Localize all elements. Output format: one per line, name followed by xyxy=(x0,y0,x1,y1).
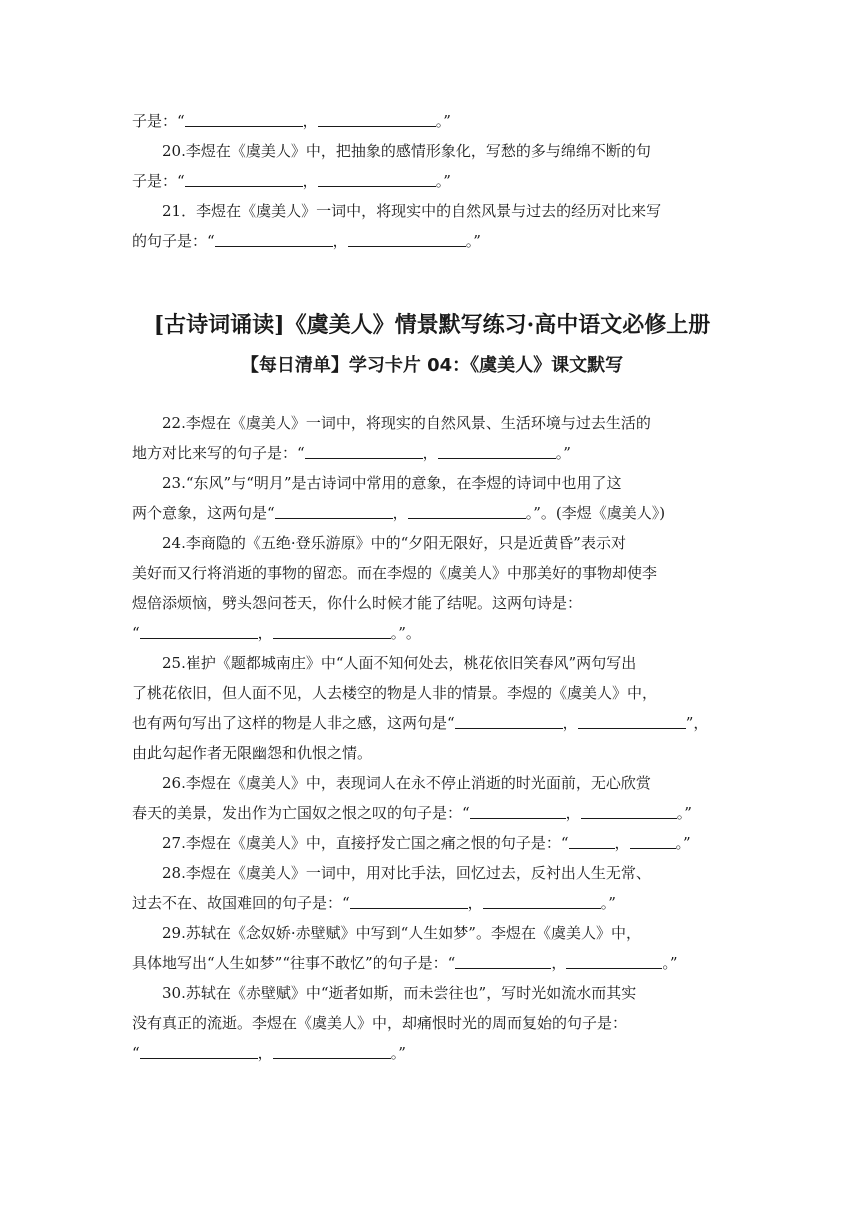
answer-blank[interactable] xyxy=(318,168,436,187)
q24-line4: “ ， 。”。 xyxy=(132,618,732,648)
q24-line2: 美好而又行将消逝的事物的留恋。而在李煜的《虞美人》中那美好的事物却使李 xyxy=(132,564,658,582)
q29-line1: 29.苏轼在《念奴娇·赤壁赋》中写到“人生如梦”。李煜在《虞美人》中， xyxy=(162,924,641,942)
answer-blank[interactable] xyxy=(408,500,526,519)
q26-line1: 26.李煜在《虞美人》中，表现词人在永不停止消逝的时光面前，无心欣赏 xyxy=(162,774,651,792)
answer-blank[interactable] xyxy=(215,228,333,247)
q25-line4: 由此勾起作者无限幽怨和仇恨之情。 xyxy=(132,744,373,762)
answer-blank[interactable] xyxy=(140,620,258,639)
answer-blank[interactable] xyxy=(140,1040,258,1059)
q28-line2: 过去不在、故国难回的句子是：“ ， 。” xyxy=(132,888,732,918)
q22-line2: 地方对比来写的句子是：“ ， 。” xyxy=(132,438,732,468)
q30-line2: 没有真正的流逝。李煜在《虞美人》中，却痛恨时光的周而复始的句子是： xyxy=(132,1014,628,1032)
q20-line1: 20.李煜在《虞美人》中，把抽象的感情形象化，写愁的多与绵绵不断的句 xyxy=(162,142,651,160)
q20-line2: 子是：“ ， 。” xyxy=(132,166,732,196)
answer-blank[interactable] xyxy=(438,440,556,459)
q27-line: 27.李煜在《虞美人》中，直接抒发亡国之痛之恨的句子是：“ ， 。” xyxy=(132,828,732,858)
section-title: [古诗词诵读]《虞美人》情景默写练习·高中语文必修上册 xyxy=(153,312,711,338)
q25-line3: 也有两句写出了这样的物是人非之感，这两句是“ ， ”， xyxy=(132,708,732,738)
answer-blank[interactable] xyxy=(348,228,466,247)
q25-line1: 25.崔护《题都城南庄》中“人面不知何处去，桃花依旧笑春风”两句写出 xyxy=(162,654,637,672)
q25-line2: 了桃花依旧，但人面不见，人去楼空的物是人非的情景。李煜的《虞美人》中， xyxy=(132,684,658,702)
answer-blank[interactable] xyxy=(273,1040,391,1059)
answer-blank[interactable] xyxy=(273,620,391,639)
answer-blank[interactable] xyxy=(470,800,566,819)
answer-blank[interactable] xyxy=(318,108,436,127)
q22-line1: 22.李煜在《虞美人》一词中，将现实的自然风景、生活环境与过去生活的 xyxy=(162,414,651,432)
answer-blank[interactable] xyxy=(455,710,563,729)
answer-blank[interactable] xyxy=(455,950,551,969)
top-questions xyxy=(132,106,732,256)
answer-blank[interactable] xyxy=(569,830,615,849)
q30-line1: 30.苏轼在《赤壁赋》中“逝者如斯，而未尝往也”，写时光如流水而其实 xyxy=(162,984,637,1002)
q30-line3: “ ， 。” xyxy=(132,1038,732,1068)
answer-blank[interactable] xyxy=(350,890,468,909)
answer-blank[interactable] xyxy=(578,710,686,729)
q24-line1: 24.李商隐的《五绝·登乐游原》中的“夕阳无限好，只是近黄昏”表示对 xyxy=(162,534,626,552)
section-subtitle: 【每日清单】学习卡片 04：《虞美人》课文默写 xyxy=(240,355,624,376)
q26-line2: 春天的美景，发出作为亡国奴之恨之叹的句子是：“ ， 。” xyxy=(132,798,732,828)
q23-line2: 两个意象，这两句是“ ， 。”。(李煜《虞美人》) xyxy=(132,498,732,528)
answer-blank[interactable] xyxy=(581,800,677,819)
question-list xyxy=(132,408,732,1068)
answer-blank[interactable] xyxy=(275,500,393,519)
q21-line1: 21．李煜在《虞美人》一词中，将现实中的自然风景与过去的经历对比来写 xyxy=(162,202,662,220)
q28-line1: 28.李煜在《虞美人》一词中，用对比手法，回忆过去，反衬出人生无常、 xyxy=(162,864,651,882)
q19-continuation: 子是：“ ， 。” xyxy=(132,106,732,136)
answer-blank[interactable] xyxy=(185,168,303,187)
answer-blank[interactable] xyxy=(305,440,423,459)
q21-line2: 的句子是：“ ， 。” xyxy=(132,226,732,256)
q24-line3: 煜倍添烦恼，劈头怨问苍天，你什么时候才能了结呢。这两句诗是： xyxy=(132,594,583,612)
answer-blank[interactable] xyxy=(566,950,662,969)
q23-line1: 23.“东风”与“明月”是古诗词中常用的意象，在李煜的诗词中也用了这 xyxy=(162,474,622,492)
q29-line2: 具体地写出“人生如梦”“往事不敢忆”的句子是：“ ， 。” xyxy=(132,948,732,978)
answer-blank[interactable] xyxy=(185,108,303,127)
answer-blank[interactable] xyxy=(630,830,676,849)
answer-blank[interactable] xyxy=(483,890,601,909)
